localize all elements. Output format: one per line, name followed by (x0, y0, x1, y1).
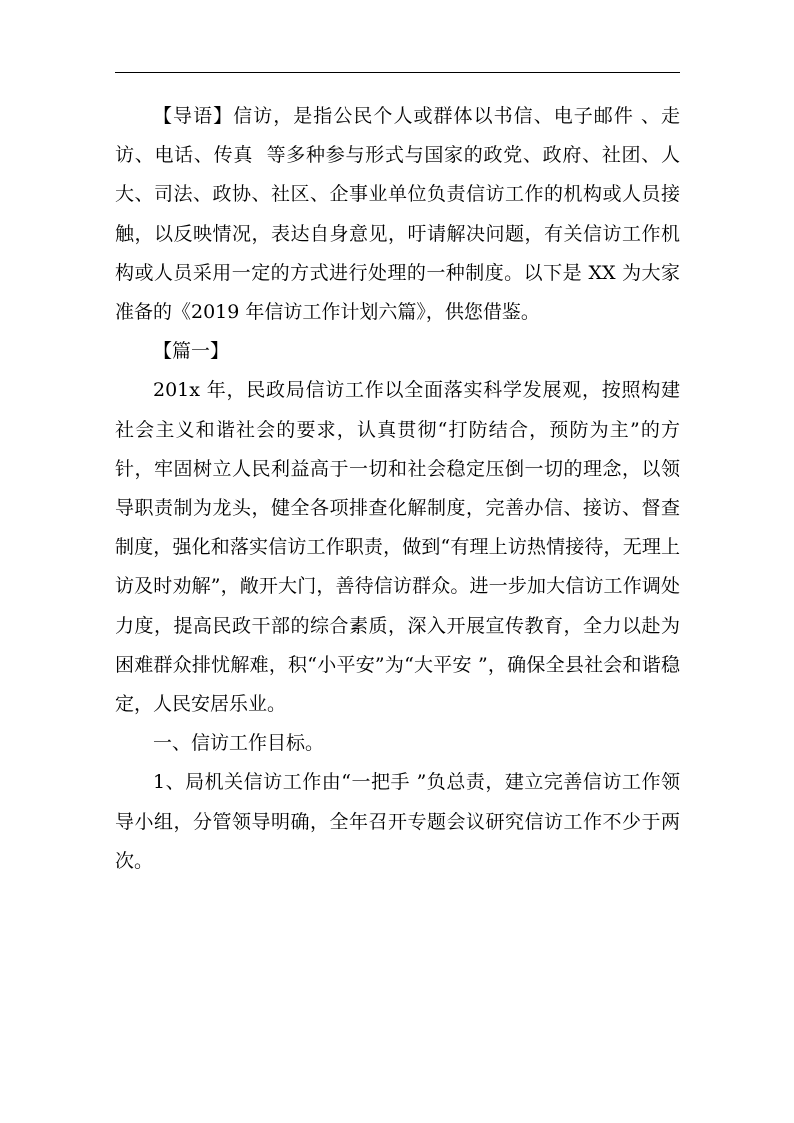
document-body (115, 97, 680, 881)
intro-paragraph: 【导语】信访，是指公民个人或群体以书信、电子邮件 、走访、电话、传真 等多种参与形式与国家的政党、政府、社团、人大、司法、政协、社区、企事业单位负责信访工作的机构或人员接触，以反映情况，表达自身意见，吁请解决问题，有关信访工作机构或人员采用一定的方式进行处理的一种制度。以下是 XX 为大家准备的《2019 年信访工作计划六篇》，供您借鉴。 (115, 105, 680, 324)
subsection-heading: 一、信访工作目标。 (153, 732, 325, 755)
section-heading: 【篇一】 (153, 340, 230, 363)
header-rule (115, 72, 680, 73)
list-item-paragraph: 1、局机关信访工作由“一把手 ”负总责，建立完善信访工作领导小组，分管领导明确，全年召开专题会议研究信访工作不少于两次。 (115, 771, 680, 872)
body-paragraph: 201x 年，民政局信访工作以全面落实科学发展观，按照构建社会主义和谐社会的要求，认真贯彻“打防结合，预防为主”的方针，牢固树立人民利益高于一切和社会稳定压倒一切的理念，以领导职责制为龙头，健全各项排查化解制度，完善办信、接访、督查制度，强化和落实信访工作职责，做到“有理上访热情接待，无理上访及时劝解”，敞开大门，善待信访群众。进一步加大信访工作调处力度，提高民政干部的综合素质，深入开展宣传教育，全力以赴为困难群众排忧解难，积“小平安”为“大平安 ”，确保全县社会和谐稳定，人民安居乐业。 (115, 379, 680, 716)
